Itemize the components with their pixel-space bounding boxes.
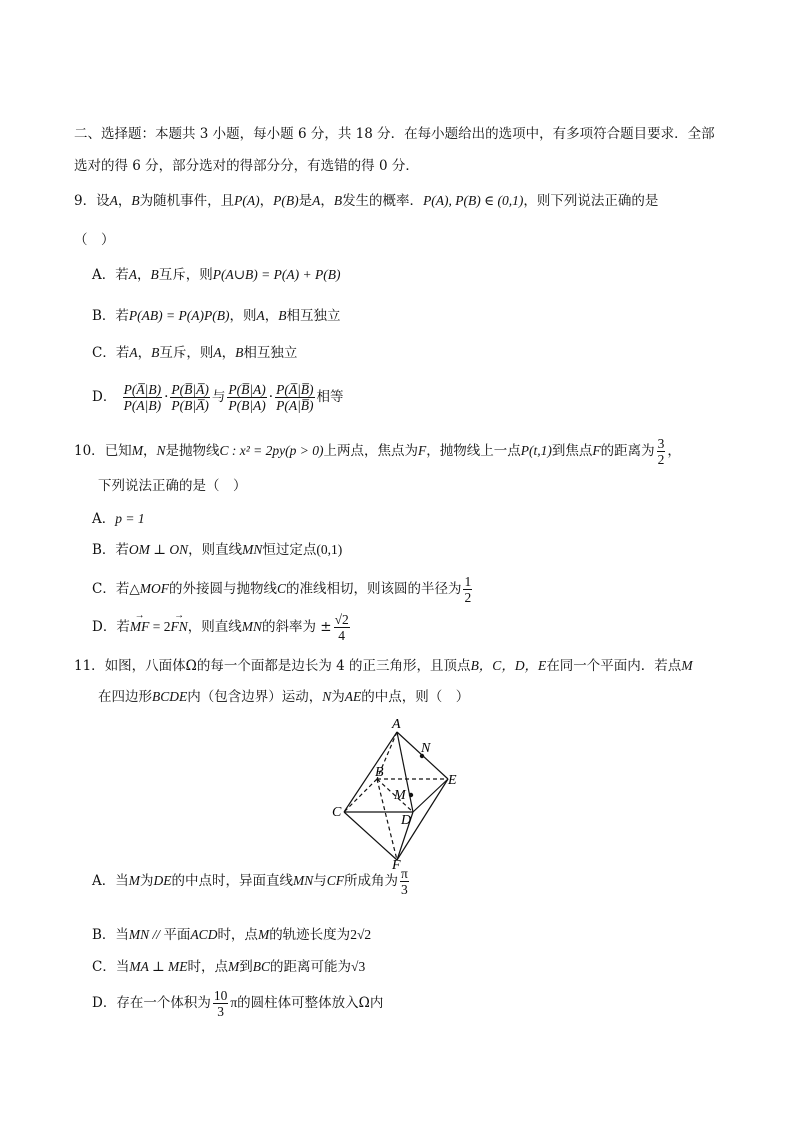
- label-n: N: [421, 741, 431, 756]
- q9-option-b: B．若P(AB) = P(A)P(B)，则A，B相互独立: [92, 308, 341, 324]
- q10-option-a: A．p = 1: [92, 511, 145, 527]
- fraction: $\frac{3}{2}$: [657, 436, 665, 467]
- section-heading-line2: 选对的得 6 分，部分选对的得部分分，有选错的得 0 分．: [74, 158, 419, 174]
- q9-stem: 9．设A，B为随机事件，且P(A)，P(B)是A，B发生的概率．P(A), P(B) ∈ (0,1)，则下列说法正确的是: [74, 193, 659, 209]
- label-a: A: [392, 717, 401, 732]
- q11-option-c: C．当MA ⊥ ME时，点M到BC的距离可能为√3: [92, 959, 366, 975]
- fraction: $\frac{P(B̅|A)}{P(B|A)}$: [228, 382, 266, 413]
- label-d: D: [401, 813, 412, 828]
- q11-stem: 11．如图，八面体Ω的每一个面都是边长为 4 的正三角形，且顶点B，C，D，E在同一个平面内．若点M: [74, 658, 693, 674]
- q10-option-d: D．若→ MF = 2→ FN，则直线MN的斜率为 ± $\frac{√2}{4}$: [92, 610, 352, 644]
- fraction: $\frac{10}{3}$: [213, 988, 228, 1019]
- q11-line2: 在四边形BCDE内（包含边界）运动，N为AE的中点，则（ ）: [98, 689, 470, 705]
- q10-stem: 10．已知M，N是抛物线C : x² = 2py(p > 0)上两点，焦点为F，抛物线上一点P(t,1)到焦点F的距离为 $\frac{3}{2}$ ，: [74, 436, 681, 467]
- q9-paren: （ ）: [74, 232, 115, 248]
- q10-option-c: C．若△MOF的外接圆与抛物线C的准线相切，则该圆的半径为 $\frac{1}{2}$: [92, 574, 472, 605]
- edge-bc: [344, 779, 377, 812]
- point-m: [409, 793, 413, 797]
- label-b: B: [375, 765, 384, 780]
- octahedron-figure: [328, 712, 468, 872]
- label-f: F: [392, 858, 401, 872]
- q11-option-d: D．存在一个体积为 $\frac{10}{3}$ π的圆柱体可整体放入Ω内: [92, 988, 384, 1019]
- edge-ac: [344, 732, 397, 812]
- fraction: $\frac{P(A̅|B)}{P(A|B)}$: [123, 382, 162, 413]
- fraction: $\frac{1}{2}$: [464, 574, 472, 605]
- q9-option-a: A．若A，B互斥，则P(A∪B) = P(A) + P(B): [92, 267, 341, 283]
- q10-line2: 下列说法正确的是（ ）: [98, 478, 247, 494]
- label-c: C: [332, 805, 342, 820]
- q11-option-b: B．当MN // 平面ACD时，点M的轨迹长度为2√2: [92, 927, 372, 943]
- fraction: $\frac{P(B̅|A̅)}{P(B|A̅)}$: [171, 382, 209, 413]
- section-heading-line1: 二、选择题：本题共 3 小题，每小题 6 分，共 18 分．在每小题给出的选项中，有多项符合题目要求．全部: [74, 126, 715, 142]
- label-m: M: [394, 788, 406, 803]
- q10-option-b: B．若OM ⊥ ON，则直线MN恒过定点(0,1): [92, 542, 343, 558]
- edge-cf: [344, 812, 397, 860]
- q9-option-c: C．若A，B互斥，则A，B相互独立: [92, 345, 298, 361]
- label-e: E: [448, 773, 457, 788]
- fraction: $\frac{P(A̅|B̅)}{P(A|B̅)}$: [276, 382, 314, 413]
- fraction: $\frac{√2}{4}$: [334, 612, 349, 643]
- q11-option-a: A．当M为DE的中点时，异面直线MN与CF所成角为 $\frac{\pi}{3}$: [92, 866, 408, 897]
- fraction: $\frac{\pi}{3}$: [401, 866, 408, 897]
- q9-option-d: D． $\frac{P(A̅|B)}{P(A|B)}$ · $\frac{P(B̅|A̅)}{P(B|A̅)}$ 与 $\frac{P(B̅|A)}{P(B|A)}$ · $\frac{P(A̅|B̅)}{P(A|B̅)}$ 相等: [92, 382, 344, 413]
